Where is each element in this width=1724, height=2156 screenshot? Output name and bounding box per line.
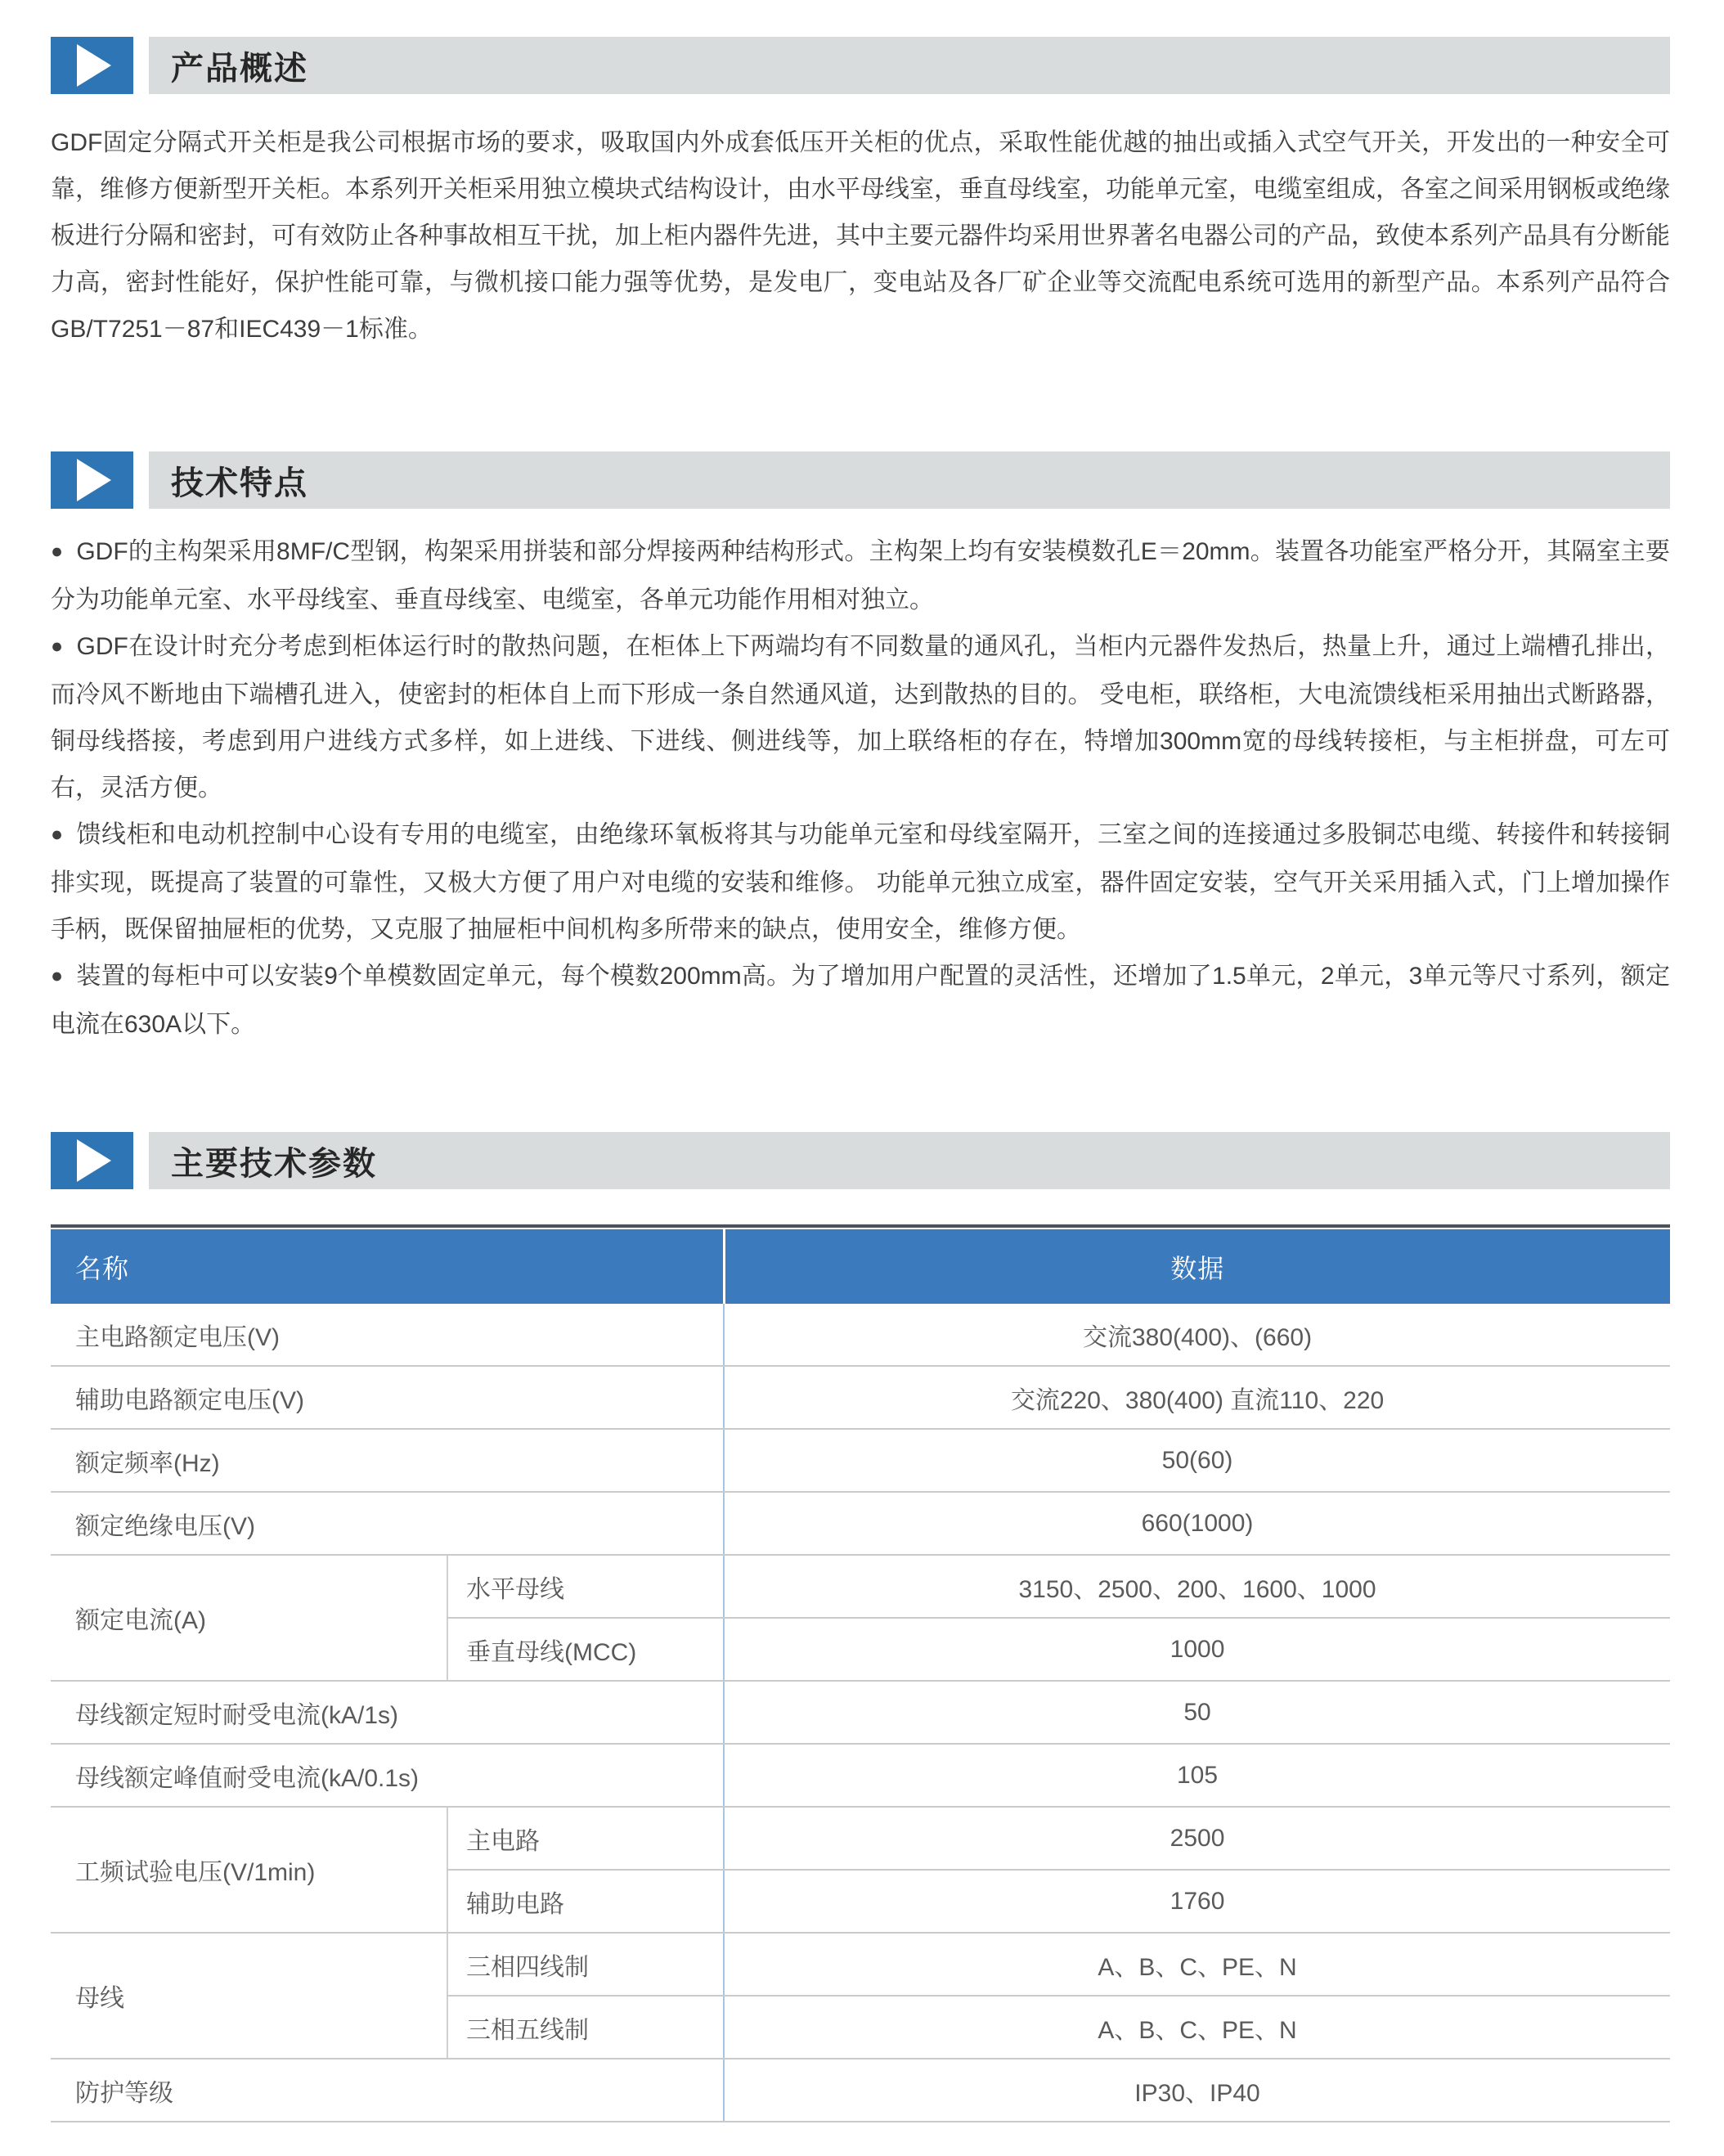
param-sublabel: 主电路 [447, 1807, 724, 1870]
table-row [51, 1366, 1670, 1429]
param-value: 2500 [724, 1807, 1670, 1870]
section-header-parameters [51, 1132, 1670, 1189]
param-label: 母线 [51, 1933, 447, 2059]
section-marker [51, 451, 133, 509]
param-value: 660(1000) [724, 1492, 1670, 1555]
param-sublabel: 水平母线 [447, 1555, 724, 1618]
section-marker [51, 37, 133, 94]
param-label: 主电路额定电压(V) [51, 1304, 724, 1366]
feature-item [51, 953, 1670, 1048]
param-label: 额定频率(Hz) [51, 1429, 724, 1492]
parameters-table-wrapper [51, 1224, 1670, 2122]
param-label: 防护等级 [51, 2059, 724, 2122]
param-value: A、B、C、PE、N [724, 1933, 1670, 1996]
table-row [51, 2059, 1670, 2122]
features-list [51, 528, 1670, 1048]
table-row [51, 1492, 1670, 1555]
param-value: IP30、IP40 [724, 2059, 1670, 2122]
column-header-data: 数据 [724, 1229, 1670, 1304]
table-row [51, 1429, 1670, 1492]
param-value: 交流380(400)、(660) [724, 1304, 1670, 1366]
section-title: 产品概述 [171, 50, 308, 87]
param-value: 1000 [724, 1618, 1670, 1681]
play-triangle-icon [77, 1139, 111, 1182]
section-marker [51, 1132, 133, 1189]
table-row [51, 1744, 1670, 1807]
param-value: 50(60) [724, 1429, 1670, 1492]
param-label: 母线额定短时耐受电流(kA/1s) [51, 1681, 724, 1744]
table-row [51, 1933, 1670, 1996]
feature-text: 装置的每柜中可以安装9个单模数固定单元，每个模数200mm高。为了增加用户配置的灵活性，还增加了1.5单元，2单元，3单元等尺寸系列，额定电流在630A以下。 [51, 963, 1670, 1038]
section-header-overview [51, 37, 1670, 94]
param-label: 母线额定峰值耐受电流(kA/0.1s) [51, 1744, 724, 1807]
overview-paragraph: GDF固定分隔式开关柜是我公司根据市场的要求，吸取国内外成套低压开关柜的优点，采取性能优越的抽出或插入式空气开关，开发出的一种安全可靠，维修方便新型开关柜。本系列开关柜采用独立模块式结构设计，由水平母线室，垂直母线室，功能单元室，电缆室组成，各室之间采用钢板或绝缘板进行分隔和密封，可有效防止各种事故相互干扰，加上柜内器件先进，其中主要元器件均采用世界著名电器公司的产品，致使本系列产品具有分断能力高，密封性能好，保护性能可靠，与微机接口能力强等优势，是发电厂，变电站及各厂矿企业等交流配电系统可选用的新型产品。本系列产品符合GB/T7251－87和IEC439－1标准。 [51, 129, 1670, 343]
play-triangle-icon [77, 44, 111, 87]
feature-text: GDF在设计时充分考虑到柜体运行时的散热问题，在柜体上下两端均有不同数量的通风孔，当柜内元器件发热后，热量上升，通过上端槽孔排出，而冷风不断地由下端槽孔进入，使密封的柜体自上而下形成一条自然通风道，达到散热的目的。 受电柜，联络柜，大电流馈线柜采用抽出式断路器，铜母线搭接，考虑到用户进线方式多样，如上进线、下进线、侧进线等，加上联络柜的存在，特增加300mm宽的母线转接柜，与主柜拼盘，可左可右，灵活方便。 [51, 633, 1670, 802]
table-header-row [51, 1229, 1670, 1304]
param-sublabel: 三相四线制 [447, 1933, 724, 1996]
param-value: A、B、C、PE、N [724, 1996, 1670, 2059]
param-label: 工频试验电压(V/1min) [51, 1807, 447, 1933]
bullet-dot-icon: ● [51, 635, 64, 658]
param-value: 交流220、380(400) 直流110、220 [724, 1366, 1670, 1429]
section-title-bar [149, 37, 1670, 94]
param-value: 3150、2500、200、1600、1000 [724, 1555, 1670, 1618]
param-label: 额定绝缘电压(V) [51, 1492, 724, 1555]
feature-text: 馈线柜和电动机控制中心设有专用的电缆室，由绝缘环氧板将其与功能单元室和母线室隔开，三室之间的连接通过多股铜芯电缆、转接件和转接铜排实现，既提高了装置的可靠性，又极大方便了用户对电缆的安装和维修。 功能单元独立成室，器件固定安装，空气开关采用插入式，门上增加操作手柄，既保留抽屉柜的优势，又克服了抽屉柜中间机构多所带来的缺点，使用安全，维修方便。 [51, 821, 1670, 943]
bullet-dot-icon: ● [51, 823, 64, 846]
table-top-rule [51, 1224, 1670, 1228]
play-triangle-icon [77, 459, 111, 501]
section-title-bar [149, 1132, 1670, 1189]
feature-item [51, 623, 1670, 811]
param-sublabel: 三相五线制 [447, 1996, 724, 2059]
table-row [51, 1555, 1670, 1618]
bullet-dot-icon: ● [51, 964, 64, 987]
parameters-table [51, 1229, 1670, 2122]
table-row [51, 1681, 1670, 1744]
bullet-dot-icon: ● [51, 540, 64, 563]
param-sublabel: 辅助电路 [447, 1870, 724, 1933]
param-value: 50 [724, 1681, 1670, 1744]
param-sublabel: 垂直母线(MCC) [447, 1618, 724, 1681]
feature-item [51, 811, 1670, 953]
column-header-name: 名称 [51, 1229, 724, 1304]
table-row [51, 1304, 1670, 1366]
param-label: 辅助电路额定电压(V) [51, 1366, 724, 1429]
feature-item [51, 528, 1670, 623]
param-value: 1760 [724, 1870, 1670, 1933]
param-value: 105 [724, 1744, 1670, 1807]
table-row [51, 1807, 1670, 1870]
param-label: 额定电流(A) [51, 1555, 447, 1681]
section-header-features [51, 451, 1670, 509]
section-title: 主要技术参数 [171, 1145, 377, 1182]
feature-text: GDF的主构架采用8MF/C型钢，构架采用拼装和部分焊接两种结构形式。主构架上均有安装模数孔E＝20mm。装置各功能室严格分开，其隔室主要分为功能单元室、水平母线室、垂直母线室、电缆室，各单元功能作用相对独立。 [51, 538, 1670, 613]
section-title: 技术特点 [171, 465, 308, 501]
section-title-bar [149, 451, 1670, 509]
